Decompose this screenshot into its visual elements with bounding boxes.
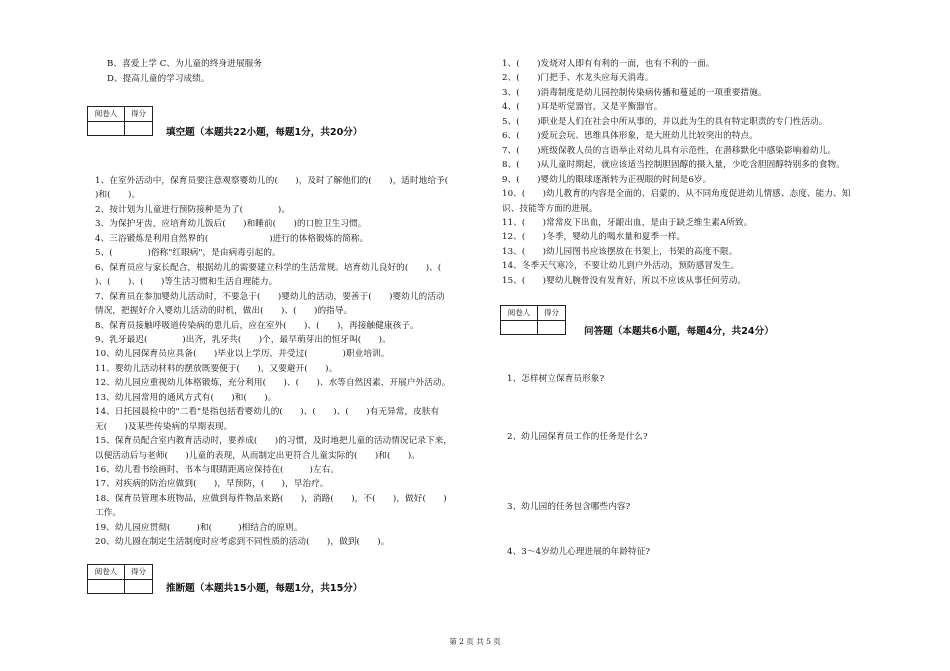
fill-question-line: 17、对疾病的防治应做到( )，早预防，( )，早治疗。 [95, 479, 329, 490]
fill-question-line: 工作。 [95, 508, 122, 519]
judge-question-line: 13、( )幼儿园图书应该摆放在书架上，书架的高度不限。 [502, 246, 738, 257]
fill-question-line: 18、保育员管理本班物品，应做到每件物品来路( )，消路( )，不( )，做好( ) [95, 493, 447, 504]
qa-question: 1、怎样树立保育员形象? [507, 374, 605, 384]
judge-question-line: 识、技能等方面的进展。 [502, 203, 598, 214]
qa-question: 2、幼儿园保育员工作的任务是什么? [507, 432, 648, 442]
judge-question-line: 6、( )爱玩会玩、思维具体形象，是大班幼儿比较突出的特点。 [502, 131, 758, 142]
qa-question: 4、3～4岁幼儿心理进展的年龄特征? [507, 547, 651, 557]
score-box [500, 305, 566, 321]
fill-question-line: 16、幼儿看书绘画时，书本与眼睛距离应保持在( )左右。 [95, 465, 340, 475]
judge-question-line: 11、( )常常皮下出血，牙龈出血，是由于缺乏维生素A所致。 [502, 217, 753, 228]
judge-question-line: 3、( )消毒制度是幼儿园控制传染病传播和蔓延的一项重要措施。 [502, 87, 767, 98]
page-footer: 第 2 页 共 5 页 [449, 637, 501, 646]
fill-question-line: 1、在室外活动中，保育员要注意观察婴幼儿的( )，及时了解他们的( )，适时地给予( [95, 176, 449, 186]
fill-question-line: )和( )。 [95, 190, 141, 201]
fill-question-line: 2、按计划为儿童进行预防接种是为了( )。 [95, 204, 291, 215]
fill-question-line: 13、幼儿园常用的通风方式有( )和( )。 [95, 392, 277, 403]
score-box-blank [500, 320, 566, 335]
score-box [87, 564, 153, 580]
score-box [87, 106, 153, 122]
reviewer-label: 阅卷人 [88, 107, 125, 121]
qa-question: 3、幼儿园的任务包含哪些内容? [507, 502, 631, 512]
fill-question-line: 7、保育员在参加婴幼儿活动时，不要急于( )婴幼儿的活动，要善于( )婴幼儿的活动 [95, 291, 445, 302]
fill-question-line: 20、幼儿圆在制定生活制度时应考虑到不同性质的活动( )，做到( )。 [95, 537, 390, 548]
judge-question-line: 4、( )耳是听觉器官，又是平衡器官。 [502, 102, 663, 113]
option-line: D、提高儿童的学习成绩。 [107, 74, 210, 84]
judge-question-line: 12、( )冬季，婴幼儿的喝水量和夏季一样。 [502, 232, 686, 243]
score-label: 得分 [131, 567, 146, 576]
judge-question-line: 10、( )幼儿教育的内容是全面的、启蒙的、从不同角度促进幼儿情感、态度、能力、知 [502, 189, 851, 200]
score-label: 得分 [544, 308, 559, 317]
fill-question-line: )、( )、( )等生活习惯和生活自理能力。 [95, 277, 278, 288]
judge-question-line: 1、( )发烧对人即有有利的一面，也有不利的一面。 [502, 59, 715, 69]
qa-section-title: 问答题（本题共6小题，每题4分，共24分） [584, 326, 774, 337]
judge-section-title: 推断题（本题共15小题，每题1分，共15分） [166, 583, 363, 594]
score-box-blank [87, 121, 153, 136]
fill-question-line: 12、幼儿园应重视幼儿体格锻炼，充分利用( )、( )、水等自然因素，开展户外活动。 [95, 378, 451, 389]
fill-question-line: 4、三浴锻炼是利用自然界的( )进行的体格锻炼的简称。 [95, 233, 369, 244]
reviewer-label: 阅卷人 [501, 306, 538, 320]
option-line: B、喜爱上学 C、为儿童的终身进展服务 [107, 59, 263, 69]
judge-question-line: 7、( )班级保教人员的言语举止对幼儿具有示范性，在潜移默化中感染影响着幼儿。 [502, 145, 837, 156]
fill-question-line: 情况，把握好介入婴幼儿活动的时机，做出( )、( )的指导。 [95, 306, 353, 317]
judge-question-line: 2、( )门把手、水龙头应每天消毒。 [502, 73, 654, 84]
fill-question-line: 19、幼儿园应贯彻( )和( )相结合的原则。 [95, 522, 303, 533]
fill-section-title: 填空题（本题共22小题，每题1分，共20分） [166, 127, 363, 138]
fill-question-line: 3、为保护牙齿，应培育幼儿饭后( )和睡前( )的口腔卫生习惯。 [95, 219, 367, 230]
judge-question-line: 5、( )职业是人们在社会中所从事的，并以此为生的具有特定职责的专门性活动。 [502, 116, 828, 127]
fill-question-line: 以便活动后与老师( )儿童的表现，从而制定出更符合儿童实际的( )和( )。 [95, 450, 420, 461]
fill-question-line: 无( )及某些传染病的早期表现。 [95, 421, 233, 432]
judge-question-line: 9、( )婴幼儿的眼球逐渐转为正视眼的时间是6岁。 [502, 174, 712, 185]
fill-question-line: 11、婴幼儿活动材料的摆放既要便于( )，又要避开( )。 [95, 363, 338, 374]
fill-question-line: 10、幼儿园保育员应具备( )毕业以上学历，并受过( )职业培训。 [95, 349, 390, 360]
fill-question-line: 15、保育员配合室内教育活动时，要养成( )的习惯，及时地把儿童的活动情况记录下来， [95, 436, 453, 447]
judge-question-line: 14、冬季天气寒冷，不要让幼儿到户外活动，预防感冒发生。 [502, 261, 740, 272]
score-box-blank [87, 579, 153, 594]
judge-question-line: 8、( )从儿童时期起，就应该适当控制胆固醇的摄入量，少吃含胆固醇特别多的食物。 [502, 160, 845, 171]
fill-question-line: 6、保育员应与家长配合，根据幼儿的需要建立科学的生活常规。培育幼儿良好的( )、( [95, 262, 442, 273]
fill-question-line: 14、日托园晨检中的"二看"是指包括看婴幼儿的( )、( )、( )有无异常，皮肤有 [95, 407, 440, 418]
score-label: 得分 [131, 109, 146, 118]
judge-question-line: 15、( )婴幼儿腕骨没有发育好，所以不应该从事任何劳动。 [502, 275, 747, 286]
fill-question-line: 8、保育员接触呼吸道传染病的患儿后，应在室外( )、( )，再接触健康孩子。 [95, 320, 419, 331]
fill-question-line: 5、( )俗称"红眼病"，是由病毒引起的。 [95, 248, 281, 259]
reviewer-label: 阅卷人 [88, 565, 125, 579]
fill-question-line: 9、乳牙最迟( )出齐，乳牙共( )个，最早萌芽出的恒牙叫( )。 [95, 334, 391, 345]
